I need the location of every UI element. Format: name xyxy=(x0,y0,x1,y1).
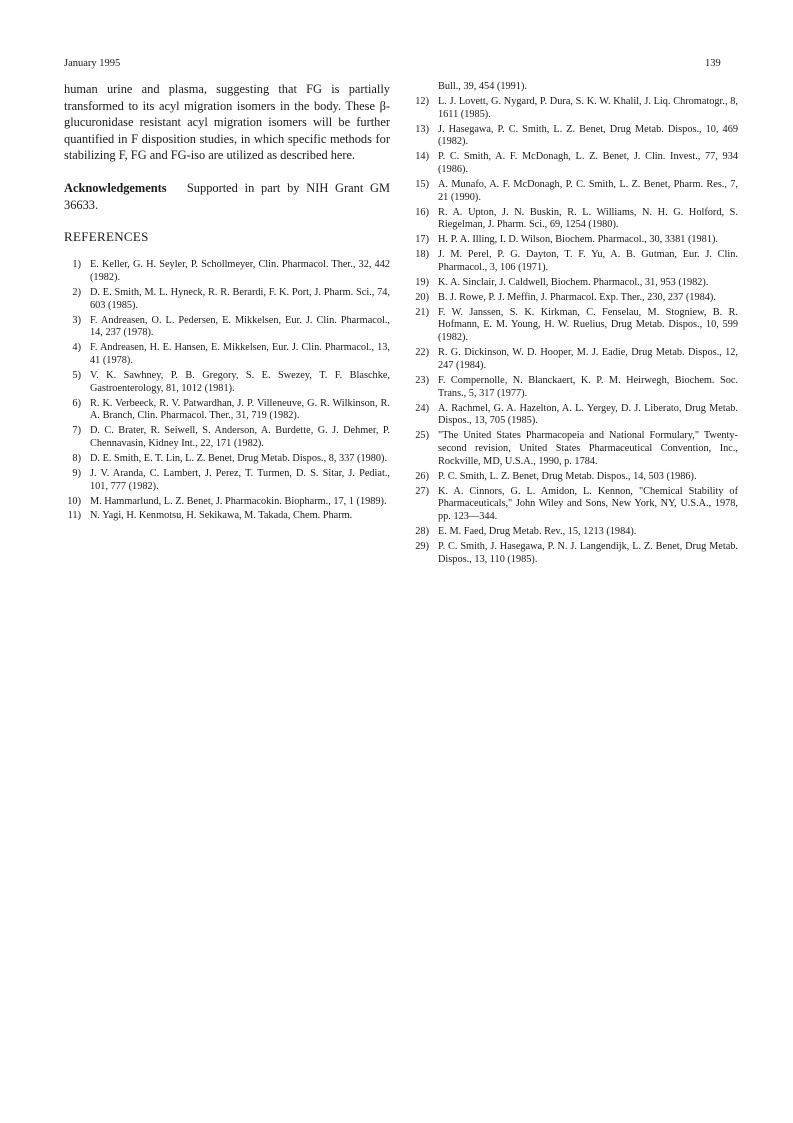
reference-number: 7) xyxy=(72,425,81,437)
right-column xyxy=(412,81,738,569)
references-list-left xyxy=(64,259,390,523)
reference-continuation-text: Bull., 39, 454 (1991). xyxy=(438,81,527,92)
reference-number: 1) xyxy=(72,259,81,271)
reference-item xyxy=(412,179,738,205)
reference-number: 27) xyxy=(415,485,429,497)
reference-number: 19) xyxy=(415,276,429,288)
reference-number: 23) xyxy=(415,374,429,386)
reference-text: F. W. Janssen, S. K. Kirkman, C. Fenselau, M. Stogniew, B. R. Hofmann, E. M. Young, H. W. Ruelius, Drug Metab. Dispos., 10, 599 (1982). xyxy=(438,306,738,344)
reference-item xyxy=(64,287,390,313)
reference-number: 3) xyxy=(72,314,81,326)
reference-item xyxy=(412,347,738,373)
running-header-date: January 1995 xyxy=(64,58,121,69)
reference-item xyxy=(412,375,738,401)
reference-number: 18) xyxy=(415,249,429,261)
reference-item xyxy=(64,468,390,494)
reference-text: K. A. Sinclair, J. Caldwell, Biochem. Pharmacol., 31, 953 (1982). xyxy=(438,276,709,288)
page-number: 139 xyxy=(705,58,721,69)
reference-number: 14) xyxy=(415,151,429,163)
reference-number: 5) xyxy=(72,369,81,381)
reference-item xyxy=(64,453,390,466)
left-column xyxy=(64,81,390,525)
reference-number: 9) xyxy=(72,467,81,479)
reference-item xyxy=(412,292,738,305)
reference-text: V. K. Sawhney, P. B. Gregory, S. E. Swezey, T. F. Blaschke, Gastroenterology, 81, 1012 (1981). xyxy=(90,369,390,394)
reference-number: 21) xyxy=(415,306,429,318)
reference-text: A. Munafo, A. F. McDonagh, P. C. Smith, L. Z. Benet, Pharm. Res., 7, 21 (1990). xyxy=(438,178,738,203)
reference-text: J. V. Aranda, C. Lambert, J. Perez, T. Turmen, D. S. Sitar, J. Pediat., 101, 777 (1982). xyxy=(90,467,390,492)
reference-number: 24) xyxy=(415,402,429,414)
reference-text: R. A. Upton, J. N. Buskin, R. L. Williams, N. H. G. Holford, S. Riegelman, J. Pharm. Sci., 69, 1254 (1980). xyxy=(438,206,738,231)
reference-text: P. C. Smith, A. F. McDonagh, L. Z. Benet, J. Clin. Invest., 77, 934 (1986). xyxy=(438,151,738,176)
reference-text: H. P. A. Illing, I. D. Wilson, Biochem. Pharmacol., 30, 3381 (1981). xyxy=(438,234,718,246)
reference-text: "The United States Pharmacopeia and National Formulary," Twenty-second revision, United States Pharmaceutical Convention, Inc., Rockville, MD, U.S.A., 1990, p. 1784. xyxy=(438,430,738,467)
reference-item xyxy=(412,403,738,429)
reference-number: 2) xyxy=(72,286,81,298)
reference-text: B. J. Rowe, P. J. Meffin, J. Pharmacol. Exp. Ther., 230, 237 (1984). xyxy=(438,291,716,303)
reference-item xyxy=(412,430,738,468)
reference-text: D. E. Smith, M. L. Hyneck, R. R. Berardi, F. K. Port, J. Pharm. Sci., 74, 603 (1985). xyxy=(90,286,390,311)
reference-item xyxy=(412,124,738,150)
acknowledgements-heading: Acknowledgements xyxy=(64,180,167,195)
reference-number: 28) xyxy=(415,526,429,538)
reference-text: P. C. Smith, L. Z. Benet, Drug Metab. Dispos., 14, 503 (1986). xyxy=(438,470,697,482)
reference-number: 13) xyxy=(415,123,429,135)
reference-number: 17) xyxy=(415,234,429,246)
reference-item xyxy=(412,526,738,539)
reference-text: J. Hasegawa, P. C. Smith, L. Z. Benet, Drug Metab. Dispos., 10, 469 (1982). xyxy=(438,123,738,148)
reference-item xyxy=(412,249,738,275)
reference-item xyxy=(64,315,390,341)
reference-text: P. C. Smith, J. Hasegawa, P. N. J. Langendijk, L. Z. Benet, Drug Metab. Dispos., 13, 110 (1985). xyxy=(438,540,738,565)
reference-item xyxy=(64,259,390,285)
acknowledgements-text: Supported in part by NIH Grant GM 36633. xyxy=(64,180,391,212)
reference-text: D. E. Smith, E. T. Lin, L. Z. Benet, Drug Metab. Dispos., 8, 337 (1980). xyxy=(90,452,388,464)
reference-number: 29) xyxy=(415,540,429,552)
reference-item xyxy=(64,342,390,368)
reference-number: 6) xyxy=(72,397,81,409)
reference-text: J. M. Perel, P. G. Dayton, T. F. Yu, A. B. Gutman, Eur. J. Clin. Pharmacol., 3, 106 (1971). xyxy=(438,249,738,274)
reference-number: 20) xyxy=(415,291,429,303)
reference-number: 22) xyxy=(415,347,429,359)
reference-item xyxy=(412,471,738,484)
reference-item xyxy=(64,496,390,509)
reference-text: R. K. Verbeeck, R. V. Patwardhan, J. P. Villeneuve, G. R. Wilkinson, R. A. Branch, Clin. Pharmacol. Ther., 31, 719 (1982). xyxy=(90,397,390,422)
reference-text: K. A. Cinnors, G. L. Amidon, L. Kennon, "Chemical Stability of Pharmaceuticals," John Wiley and Sons, New York, NY, U.S.A., 1978, pp. 123—344. xyxy=(438,485,738,523)
reference-item xyxy=(64,398,390,424)
reference-text: E. M. Faed, Drug Metab. Rev., 15, 1213 (1984). xyxy=(438,526,637,538)
reference-number: 4) xyxy=(72,342,81,354)
reference-item xyxy=(64,370,390,396)
reference-text: L. J. Lovett, G. Nygard, P. Dura, S. K. W. Khalil, J. Liq. Chromatogr., 8, 1611 (1985). xyxy=(438,95,738,120)
reference-number: 26) xyxy=(415,470,429,482)
reference-item xyxy=(412,151,738,177)
reference-item xyxy=(412,541,738,567)
reference-item xyxy=(64,425,390,451)
references-list-right xyxy=(412,96,738,567)
reference-item xyxy=(412,277,738,290)
reference-item xyxy=(412,96,738,122)
reference-number: 15) xyxy=(415,178,429,190)
reference-text: D. C. Brater, R. Seiwell, S. Anderson, A. Burdette, G. J. Dehmer, P. Chennavasin, Kidney Int., 22, 171 (1982). xyxy=(90,425,390,450)
reference-text: E. Keller, G. H. Seyler, P. Schollmeyer, Clin. Pharmacol. Ther., 32, 442 (1982). xyxy=(90,259,390,283)
reference-number: 10) xyxy=(67,495,81,507)
reference-text: A. Rachmel, G. A. Hazelton, A. L. Yergey, D. J. Liberato, Drug Metab. Dispos., 13, 705 (1985). xyxy=(438,402,738,427)
reference-item xyxy=(412,207,738,233)
reference-number: 25) xyxy=(415,430,429,442)
reference-item xyxy=(412,307,738,345)
reference-text: M. Hammarlund, L. Z. Benet, J. Pharmacokin. Biopharm., 17, 1 (1989). xyxy=(90,495,387,507)
reference-item xyxy=(64,510,390,523)
reference-text: F. Compernolle, N. Blanckaert, K. P. M. Heirwegh, Biochem. Soc. Trans., 5, 317 (1977). xyxy=(438,374,738,399)
acknowledgements xyxy=(64,180,390,213)
reference-number: 11) xyxy=(67,510,81,522)
reference-number: 8) xyxy=(72,452,81,464)
reference-text: N. Yagi, H. Kenmotsu, H. Sekikawa, M. Takada, Chem. Pharm. xyxy=(90,510,353,522)
references-heading: REFERENCES xyxy=(64,229,149,245)
reference-item xyxy=(412,234,738,247)
reference-text: R. G. Dickinson, W. D. Hooper, M. J. Eadie, Drug Metab. Dispos., 12, 247 (1984). xyxy=(438,347,738,371)
reference-number: 16) xyxy=(415,206,429,218)
reference-continuation xyxy=(412,81,738,94)
reference-number: 12) xyxy=(415,95,429,107)
reference-text: F. Andreasen, O. L. Pedersen, E. Mikkelsen, Eur. J. Clin. Pharmacol., 14, 237 (1978). xyxy=(90,314,390,339)
body-paragraph: human urine and plasma, suggesting that FG is partially transformed to its acyl migration isomers in the body. These β-glucuronidase resistant acyl migration isomers will be further quantified in F disposition studies, in which specific methods for stabilizing F, FG and FG-iso are utilized as described here. xyxy=(64,82,390,163)
reference-text: F. Andreasen, H. E. Hansen, E. Mikkelsen, Eur. J. Clin. Pharmacol., 13, 41 (1978). xyxy=(90,342,390,367)
reference-item xyxy=(412,486,738,524)
